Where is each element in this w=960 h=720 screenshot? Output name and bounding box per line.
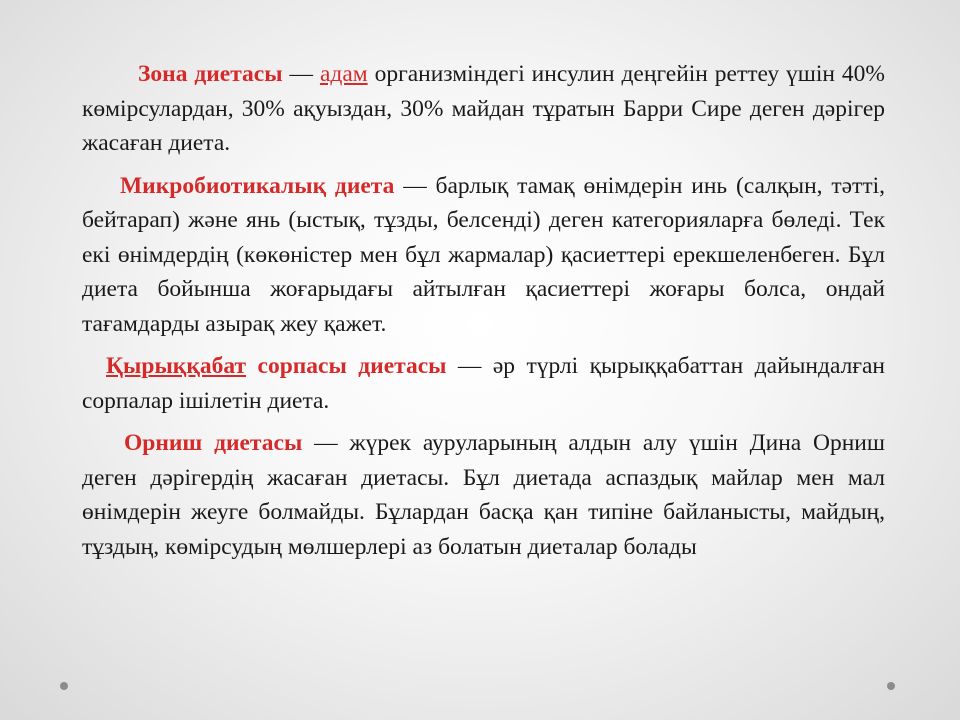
term-ornish-diet: Орниш диетасы — [124, 430, 303, 456]
left-decoration-dot — [60, 682, 68, 690]
slide-content — [82, 57, 885, 572]
paragraph-ornish-diet: Орниш диетасы — жүрек ауруларының алдын алу үшін Дина Орниш деген дәрігердің жасаған диетасы. Бұл диетада аспаздық майлар мен мал өнімдерін жеуге болмайды. Бұлардан басқа қан типіне байланысты, майдың, тұздың, көмірсудың мөлшерлері аз болатын диеталар болады — [82, 430, 885, 560]
term-cabbage-soup-diet: сорпасы диетасы — [246, 353, 447, 379]
paragraph-zone-diet: Зона диетасы — адам организміндегі инсулин деңгейін реттеу үшін 40% көмірсулардан, 30% ақуыздан, 30% майдан тұратын Барри Сире деген дәрігер жасаған диета. — [82, 61, 885, 156]
paragraph-macrobiotic-diet: Микробиотикалық диета — барлық тамақ өнімдерін инь (салқын, тәтті, бейтарап) және янь (ыстық, тұзды, белсенді) деген категорияларға бөледі. Тек екі өнімдердің (көкөністер мен бұл жармалар) қасиеттері ерекшеленбеген. Бұл диета бойынша жоғарыдағы айтылған қасиеттері жоғары болса, ондай тағамдарды азырақ жеу қажет. — [82, 172, 885, 337]
link-cabbage[interactable]: Қырыққабат — [106, 353, 247, 379]
link-adam[interactable]: адам — [319, 61, 368, 87]
paragraph-cabbage-diet: Қырыққабат сорпасы диетасы — әр түрлі қырыққабаттан дайындалған сорпалар ішілетін диета. — [82, 353, 885, 414]
term-macrobiotic-diet: Микробиотикалық диета — [120, 172, 395, 199]
term-zone-diet: Зона диетасы — [138, 61, 283, 87]
right-decoration-dot — [887, 682, 895, 690]
